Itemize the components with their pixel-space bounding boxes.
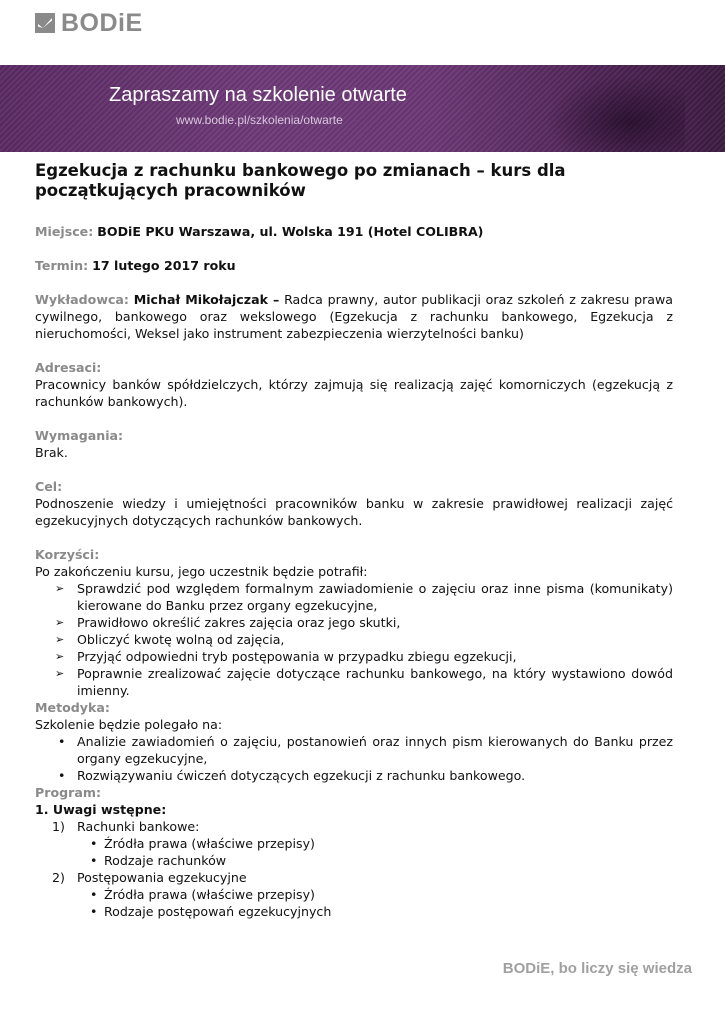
- item-label: Postępowania egzekucyjne: [77, 870, 247, 885]
- item-label: Rachunki bankowe:: [77, 819, 200, 834]
- list-item: • Źródła prawa (właściwe przepisy): [104, 835, 673, 852]
- item-number: 2): [52, 870, 65, 885]
- list-item: ➢ Prawidłowo określić zakres zajęcia oraz jego skutki,: [77, 614, 673, 631]
- logo-text: BODiE: [61, 8, 143, 37]
- list-item: • Rozwiązywaniu ćwiczeń dotyczących egzekucji z rachunku bankowego.: [77, 767, 673, 784]
- program-section: 1. Uwagi wstępne:: [35, 802, 167, 817]
- place-label: Miejsce:: [35, 224, 94, 239]
- method-intro: Szkolenie będzie polegało na:: [35, 717, 223, 732]
- course-title: Egzekucja z rachunku bankowego po zmianach – kurs dla początkujących pracowników: [35, 161, 566, 200]
- list-item: • Analizie zawiadomień o zajęciu, postanowień oraz innych pism kierowanych do Banku przez organy egzekucyjne,: [77, 733, 673, 767]
- lecturer-row: [35, 291, 673, 342]
- requirements-text: Brak.: [35, 445, 68, 460]
- banner-photo: [545, 75, 685, 152]
- program-item: [52, 818, 673, 869]
- lecturer-desc: Radca prawny, autor publikacji oraz szkoleń z zakresu prawa cywilnego, bankowego oraz wekslowego (Egzekucja z rachunku bankowego, Egzekucja z nieruchomości, Weksel jako instrument zabezpieczenia wierzytelności banku): [35, 292, 673, 341]
- place-value: BODiE PKU Warszawa, ul. Wolska 191 (Hotel COLIBRA): [97, 224, 484, 239]
- date-row: [35, 257, 673, 274]
- program-label: Program:: [35, 785, 101, 800]
- banner: [0, 65, 725, 152]
- sub-list: [77, 835, 673, 869]
- benefits-label: Korzyści:: [35, 547, 100, 562]
- date-label: Termin:: [35, 258, 89, 273]
- benefits-list: [35, 580, 673, 699]
- banner-title: Zapraszamy na szkolenie otwarte: [109, 84, 407, 106]
- program-list: [35, 818, 673, 920]
- list-item: • Rodzaje rachunków: [104, 852, 673, 869]
- audience-text: Pracownicy banków spółdzielczych, którzy zajmują się realizacją zajęć komorniczych (egzekucją z rachunków bankowych).: [35, 377, 673, 409]
- document-body: [35, 161, 673, 920]
- lecturer-label: Wykładowca:: [35, 292, 129, 307]
- banner-url: www.bodie.pl/szkolenia/otwarte: [176, 113, 343, 127]
- logo: [35, 8, 143, 37]
- footer-slogan: BODiE, bo liczy się wiedza: [502, 960, 692, 977]
- goal-label: Cel:: [35, 479, 63, 494]
- logo-check-icon: [35, 13, 55, 33]
- method-label: Metodyka:: [35, 700, 110, 715]
- list-item: • Źródła prawa (właściwe przepisy): [104, 886, 673, 903]
- list-item: ➢ Obliczyć kwotę wolną od zajęcia,: [77, 631, 673, 648]
- program-item: [52, 869, 673, 920]
- place-row: [35, 223, 673, 240]
- audience-label: Adresaci:: [35, 360, 102, 375]
- goal-text: Podnoszenie wiedzy i umiejętności pracowników banku w zakresie prawidłowej realizacji zajęć egzekucyjnych dotyczących rachunków bankowych.: [35, 496, 673, 528]
- methods-list: [35, 733, 673, 784]
- lecturer-name: Michał Mikołajczak –: [133, 292, 280, 307]
- date-value: 17 lutego 2017 roku: [92, 258, 236, 273]
- sub-list: [77, 886, 673, 920]
- list-item: • Rodzaje postępowań egzekucyjnych: [104, 903, 673, 920]
- item-number: 1): [52, 819, 65, 834]
- requirements-label: Wymagania:: [35, 428, 124, 443]
- list-item: ➢ Przyjąć odpowiedni tryb postępowania w przypadku zbiegu egzekucji,: [77, 648, 673, 665]
- list-item: ➢ Sprawdzić pod względem formalnym zawiadomienie o zajęciu oraz inne pisma (komunikaty) kierowane do Banku przez organy egzekucyjne,: [77, 580, 673, 614]
- benefits-intro: Po zakończeniu kursu, jego uczestnik będzie potrafił:: [35, 564, 368, 579]
- list-item: ➢ Poprawnie zrealizować zajęcie dotyczące rachunku bankowego, na który wystawiono dowód imienny.: [77, 665, 673, 699]
